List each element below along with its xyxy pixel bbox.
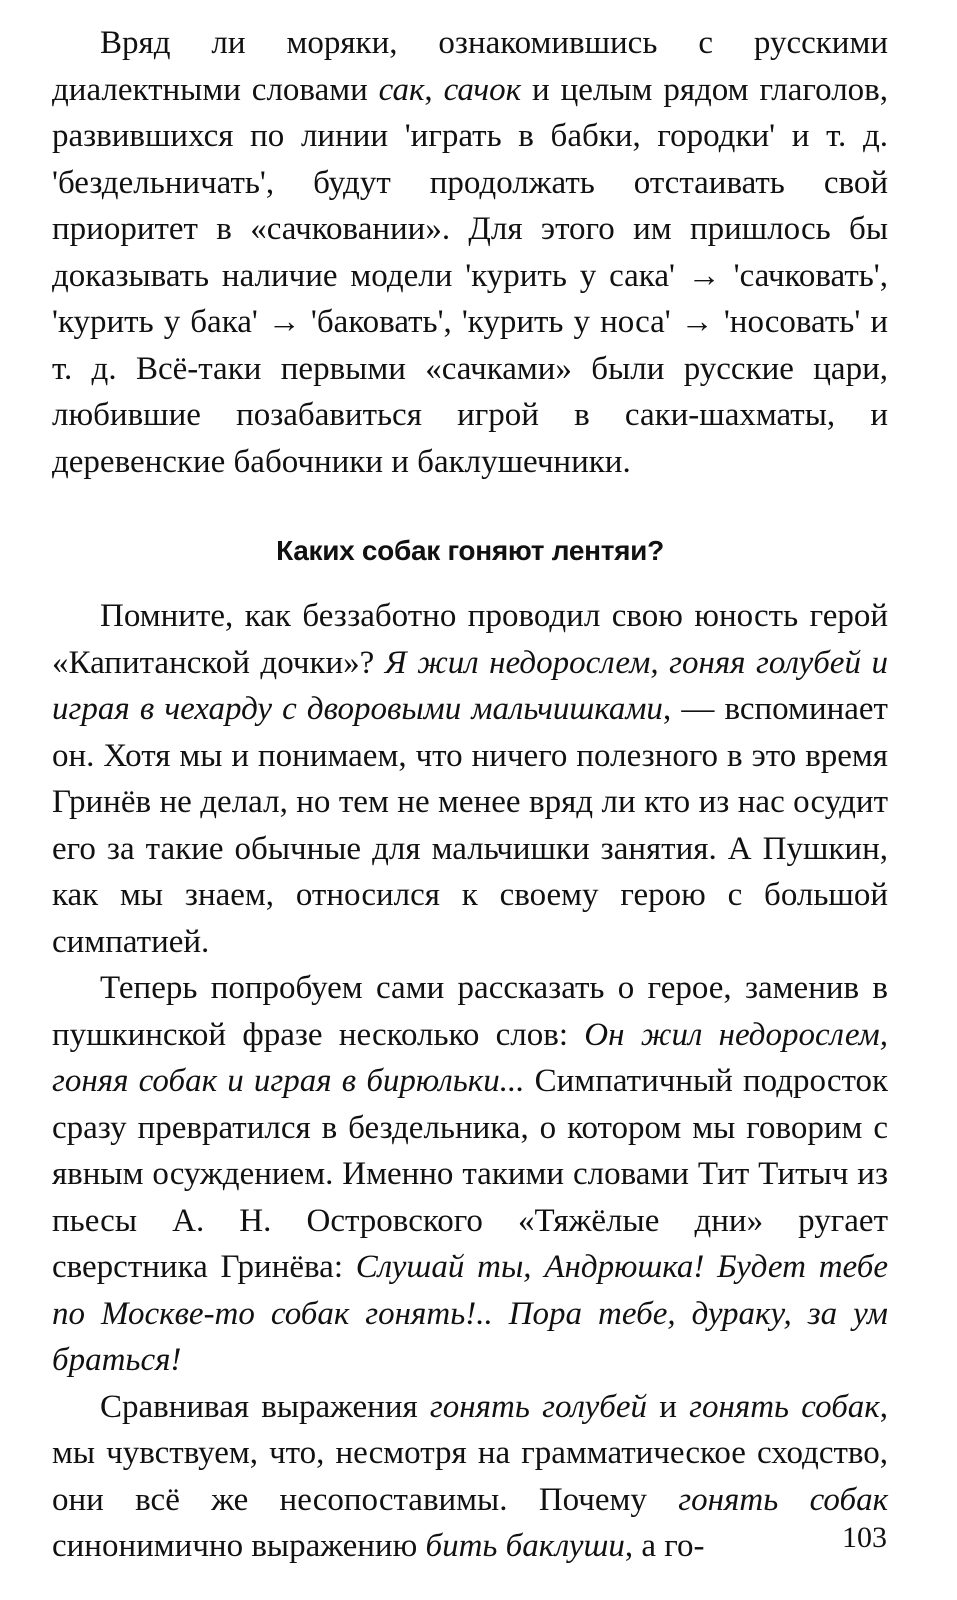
paragraph	[52, 1384, 888, 1570]
bottom-text-block	[52, 593, 888, 1570]
text-run: , а го-	[624, 1528, 705, 1564]
book-page	[52, 20, 888, 1570]
text-run: синонимично выражению	[52, 1528, 426, 1564]
text-run: Вряд ли моряки, ознакомившись с русскими диалектными словами	[52, 25, 888, 108]
paragraph	[52, 20, 888, 485]
text-run: Сравнивая выражения	[100, 1388, 430, 1425]
section-heading: Каких собак гоняют лентяи?	[276, 535, 664, 566]
text-run: , — вспоминает он. Хотя мы и понимаем, что ничего полезного в это время Гринёв не делал, но тем не менее вряд ли кто из нас осудит его за такие обычные для мальчишки занятия. А Пушкин, как мы знаем, относился к своему герою с большой симпатией.	[52, 691, 888, 960]
paragraph	[52, 593, 888, 965]
text-run: и	[647, 1388, 690, 1425]
text-run: ,	[424, 71, 444, 108]
italic-quote: гонять собак	[689, 1388, 880, 1425]
italic-quote: сачок	[443, 71, 522, 108]
text-run: Помните, как беззаботно проводил свою юность герой «Капитанской дочки»?	[52, 598, 888, 681]
italic-quote: сак	[378, 71, 425, 108]
italic-quote: гонять голубей	[429, 1388, 647, 1425]
italic-quote: бить баклуши	[425, 1528, 625, 1564]
italic-quote: Слушай ты, Андрюшка! Будет тебе по Москве-то собак гонять!.. Пора тебе, дураку, за ум браться!	[52, 1249, 889, 1378]
top-text-block	[52, 20, 888, 485]
italic-quote: гонять собак	[678, 1481, 889, 1518]
italic-quote: Я жил недорослем, гоняя голубей и играя в чехарду с дворовыми мальчишками	[52, 644, 888, 727]
text-run: , мы чувствуем, что, несмотря на грамматическое сходство, они всё же несопоставимы. Почему	[52, 1388, 888, 1518]
text-run: и целым рядом глаголов, развившихся по линии 'играть в бабки, городки' и т. д. 'бездельничать', будут продолжать отстаивать свой приоритет в «сачковании». Для этого им пришлось бы доказывать наличие модели 'курить у сака' → 'сачковать', 'курить у бака' → 'баковать', 'курить у носа' → 'носовать' и т. д. Всё-таки первыми «сачками» были русские цари, любившие позабавиться игрой в саки-шахматы, и деревенские бабочники и баклушечники.	[52, 71, 888, 480]
paragraph	[52, 965, 888, 1384]
text-run: Теперь попробуем сами рассказать о герое, заменив в пушкинской фразе несколько слов:	[52, 970, 888, 1053]
italic-quote: Он жил недорослем, гоняя собак и играя в бирюльки...	[52, 1016, 888, 1099]
page-number: 103	[842, 1521, 887, 1554]
text-run: Симпатичный подросток сразу превратился в бездельника, о котором мы говорим с явным осуждением. Именно такими словами Тит Титыч из пьесы А. Н. Островского «Тяжёлые дни» ругает сверстника Гринёва:	[52, 1063, 888, 1285]
